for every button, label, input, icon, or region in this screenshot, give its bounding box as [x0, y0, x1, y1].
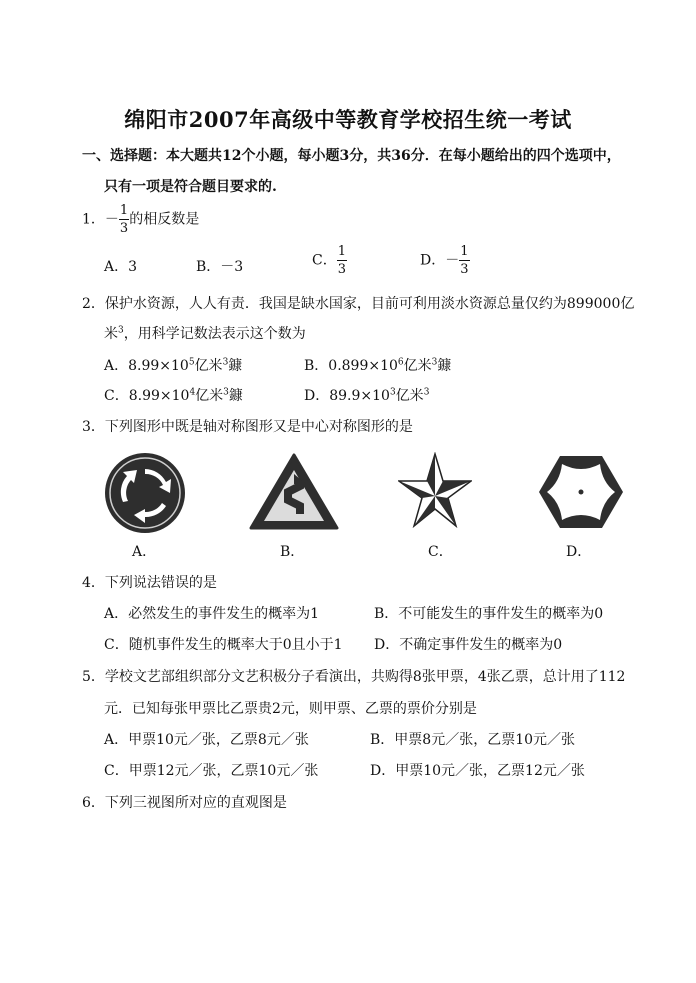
hexagon-umbrella-icon[interactable]: [536, 452, 626, 532]
question-3: 3．下列图形中既是轴对称图形又是中心对称图形的是: [82, 419, 413, 435]
question-4: 4．下列说法错误的是: [82, 575, 217, 591]
q4-option-d[interactable]: D．不确定事件发生的概率为0: [374, 637, 563, 653]
q4-option-b[interactable]: B．不可能发生的事件发生的概率为0: [374, 606, 604, 622]
question-5-cont: 元．已知每张甲票比乙票贵2元，则甲票、乙票的票价分别是: [104, 701, 477, 717]
q2-option-c[interactable]: C．$8.99\times 10^4$亿米$^3$鏮: [104, 387, 243, 404]
q5-option-a[interactable]: A．甲票10元／张，乙票8元／张: [104, 732, 309, 748]
q1-option-d[interactable]: D．－ $\frac{1}{3}$: [420, 244, 469, 277]
q3-label-b: B．: [280, 544, 305, 560]
q1-option-c[interactable]: C． $\frac{1}{3}$: [312, 244, 346, 277]
five-pointed-star-icon[interactable]: [398, 452, 472, 532]
question-2-cont: 米$^3$，用科学记数法表示这个数为: [104, 325, 306, 342]
q2-option-b[interactable]: B．$0.899\times 10^6$亿米$^3$鏮: [304, 357, 452, 374]
q4-option-c[interactable]: C．随机事件发生的概率大于0且小于1: [104, 637, 343, 653]
section-heading: 一、选择题：本大题共12个小题，每小题3分，共36分．在每小题给出的四个选项中，: [82, 148, 621, 164]
q2-option-d[interactable]: D．$89.9\times 10^3$亿米$^3$: [304, 387, 430, 404]
section-heading-cont: 只有一项是符合题目要求的.: [104, 179, 277, 195]
winding-road-warning-sign-icon[interactable]: [248, 452, 340, 532]
question-5: 5．学校文艺部组织部分文艺积极分子看演出，共购得8张甲票，4张乙票，总计用了112: [82, 669, 626, 685]
q3-label-c: C．: [428, 544, 453, 560]
fraction: $\frac{1}{3}$: [119, 203, 129, 236]
question-6: 6．下列三视图所对应的直观图是: [82, 795, 287, 811]
q5-option-d[interactable]: D．甲票10元／张，乙票12元／张: [370, 763, 585, 779]
q4-option-a[interactable]: A．必然发生的事件发生的概率为1: [104, 606, 320, 622]
q5-option-b[interactable]: B．甲票8元／张，乙票10元／张: [370, 732, 576, 748]
question-2: 2．保护水资源，人人有责．我国是缺水国家，目前可利用淡水资源总量仅约为899000亿: [82, 296, 635, 312]
roundabout-sign-icon[interactable]: [104, 452, 186, 534]
exam-title: 绵阳市2007年高级中等教育学校招生统一考试: [124, 107, 572, 132]
question-1: 1．－ $\frac{1}{3}$ 的相反数是: [82, 203, 200, 236]
q5-option-c[interactable]: C．甲票12元／张，乙票10元／张: [104, 763, 319, 779]
q3-label-d: D．: [566, 544, 592, 560]
q3-label-a: A．: [132, 544, 157, 560]
q1-option-b[interactable]: B．－3: [196, 259, 244, 275]
q1-option-a[interactable]: A．3: [104, 259, 138, 275]
q2-option-a[interactable]: A．$8.99\times 10^5$亿米$^3$鏮: [104, 357, 243, 374]
